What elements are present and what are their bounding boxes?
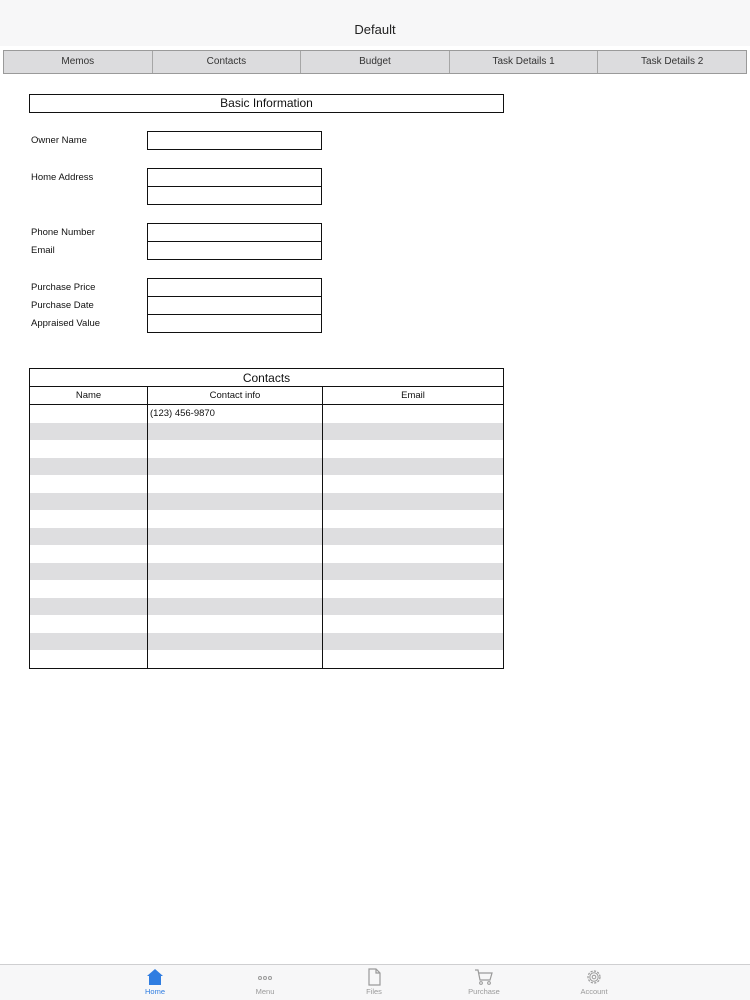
owner-name-field[interactable]: [147, 131, 322, 150]
cell-contact-info[interactable]: [148, 633, 323, 651]
email-field[interactable]: [147, 241, 322, 260]
cell-email[interactable]: [323, 650, 503, 668]
cell-name[interactable]: [30, 528, 148, 546]
segment-task-details-1[interactable]: Task Details 1: [450, 51, 599, 73]
tab-home[interactable]: [125, 968, 185, 996]
contacts-table-header: [30, 387, 503, 405]
cell-contact-info[interactable]: (123) 456-9870: [148, 405, 323, 423]
column-header-name: Name: [30, 387, 148, 404]
purchase-price-field[interactable]: [147, 278, 322, 297]
basic-information-header: Basic Information: [29, 94, 504, 113]
home-icon: [145, 968, 165, 986]
cell-email[interactable]: [323, 633, 503, 651]
cart-icon: [474, 968, 494, 986]
purchase-date-field[interactable]: [147, 296, 322, 315]
table-row[interactable]: [30, 563, 503, 581]
table-row[interactable]: [30, 493, 503, 511]
cell-contact-info[interactable]: [148, 598, 323, 616]
tab-files[interactable]: [344, 968, 404, 996]
table-row[interactable]: [30, 510, 503, 528]
cell-contact-info[interactable]: [148, 650, 323, 668]
purchase-date-label: Purchase Date: [31, 300, 94, 311]
table-row[interactable]: [30, 545, 503, 563]
cell-email[interactable]: [323, 563, 503, 581]
appraised-value-field[interactable]: [147, 314, 322, 333]
contacts-table-body: [30, 405, 503, 668]
cell-contact-info[interactable]: [148, 423, 323, 441]
cell-email[interactable]: [323, 545, 503, 563]
cell-email[interactable]: [323, 475, 503, 493]
cell-name[interactable]: [30, 615, 148, 633]
table-row[interactable]: [30, 405, 503, 423]
tab-files-label: Files: [366, 987, 382, 996]
purchase-price-label: Purchase Price: [31, 282, 96, 293]
cell-name[interactable]: [30, 493, 148, 511]
cell-name[interactable]: [30, 440, 148, 458]
table-row[interactable]: [30, 598, 503, 616]
home-address-line1-field[interactable]: [147, 168, 322, 187]
cell-name[interactable]: [30, 475, 148, 493]
tab-bar: [0, 964, 750, 1000]
cell-name[interactable]: [30, 458, 148, 476]
column-header-email: Email: [401, 390, 425, 401]
cell-name[interactable]: [30, 598, 148, 616]
column-header-contact-info: Contact info: [148, 387, 323, 404]
phone-number-field[interactable]: [147, 223, 322, 242]
cell-contact-info[interactable]: [148, 440, 323, 458]
cell-name[interactable]: [30, 633, 148, 651]
tab-purchase-label: Purchase: [468, 987, 500, 996]
segment-budget[interactable]: Budget: [301, 51, 450, 73]
tab-account-label: Account: [580, 987, 608, 996]
cell-email[interactable]: [323, 598, 503, 616]
cell-contact-info[interactable]: [148, 615, 323, 633]
cell-contact-info[interactable]: [148, 563, 323, 581]
table-row[interactable]: [30, 528, 503, 546]
cell-email[interactable]: [323, 458, 503, 476]
home-address-label: Home Address: [31, 172, 94, 183]
contacts-table: [29, 368, 504, 669]
tab-menu[interactable]: [235, 968, 295, 996]
tab-menu-label: Menu: [255, 987, 275, 996]
cell-name[interactable]: [30, 650, 148, 668]
cell-name[interactable]: [30, 405, 148, 423]
cell-name[interactable]: [30, 563, 148, 581]
cell-name[interactable]: [30, 423, 148, 441]
cell-email[interactable]: [323, 580, 503, 598]
table-row[interactable]: [30, 615, 503, 633]
tab-purchase[interactable]: [454, 968, 514, 996]
contacts-table-title: Contacts: [30, 369, 503, 387]
segmented-control: [3, 50, 747, 74]
cell-contact-info[interactable]: [148, 475, 323, 493]
cell-contact-info[interactable]: [148, 545, 323, 563]
phone-number-label: Phone Number: [31, 227, 95, 238]
cell-email[interactable]: [323, 423, 503, 441]
table-row[interactable]: [30, 475, 503, 493]
gear-icon: [584, 968, 604, 986]
cell-email[interactable]: [323, 510, 503, 528]
ellipsis-icon: [255, 968, 275, 986]
cell-name[interactable]: [30, 545, 148, 563]
cell-contact-info[interactable]: [148, 510, 323, 528]
cell-name[interactable]: [30, 510, 148, 528]
file-icon: [364, 968, 384, 986]
table-row[interactable]: [30, 580, 503, 598]
cell-email[interactable]: [323, 615, 503, 633]
table-row[interactable]: [30, 440, 503, 458]
cell-contact-info[interactable]: [148, 528, 323, 546]
segment-memos[interactable]: Memos: [4, 51, 153, 73]
tab-home-label: Home: [144, 987, 165, 996]
cell-name[interactable]: [30, 580, 148, 598]
segment-contacts[interactable]: Contacts: [153, 51, 302, 73]
cell-email[interactable]: [323, 493, 503, 511]
segment-task-details-2[interactable]: Task Details 2: [641, 56, 704, 67]
table-row[interactable]: [30, 423, 503, 441]
tab-account[interactable]: [564, 968, 624, 996]
table-row[interactable]: [30, 633, 503, 651]
page-title: Default: [354, 22, 396, 37]
appraised-value-label: Appraised Value: [31, 318, 101, 329]
navigation-bar: [0, 0, 750, 46]
cell-contact-info[interactable]: [148, 493, 323, 511]
cell-contact-info[interactable]: [148, 580, 323, 598]
table-row[interactable]: [30, 650, 503, 668]
cell-email[interactable]: [323, 440, 503, 458]
email-label: Email: [31, 245, 55, 256]
cell-email[interactable]: [323, 405, 503, 423]
cell-contact-info[interactable]: [148, 458, 323, 476]
home-address-line2-field[interactable]: [147, 186, 322, 205]
table-row[interactable]: [30, 458, 503, 476]
cell-email[interactable]: [323, 528, 503, 546]
owner-name-label: Owner Name: [31, 135, 87, 146]
